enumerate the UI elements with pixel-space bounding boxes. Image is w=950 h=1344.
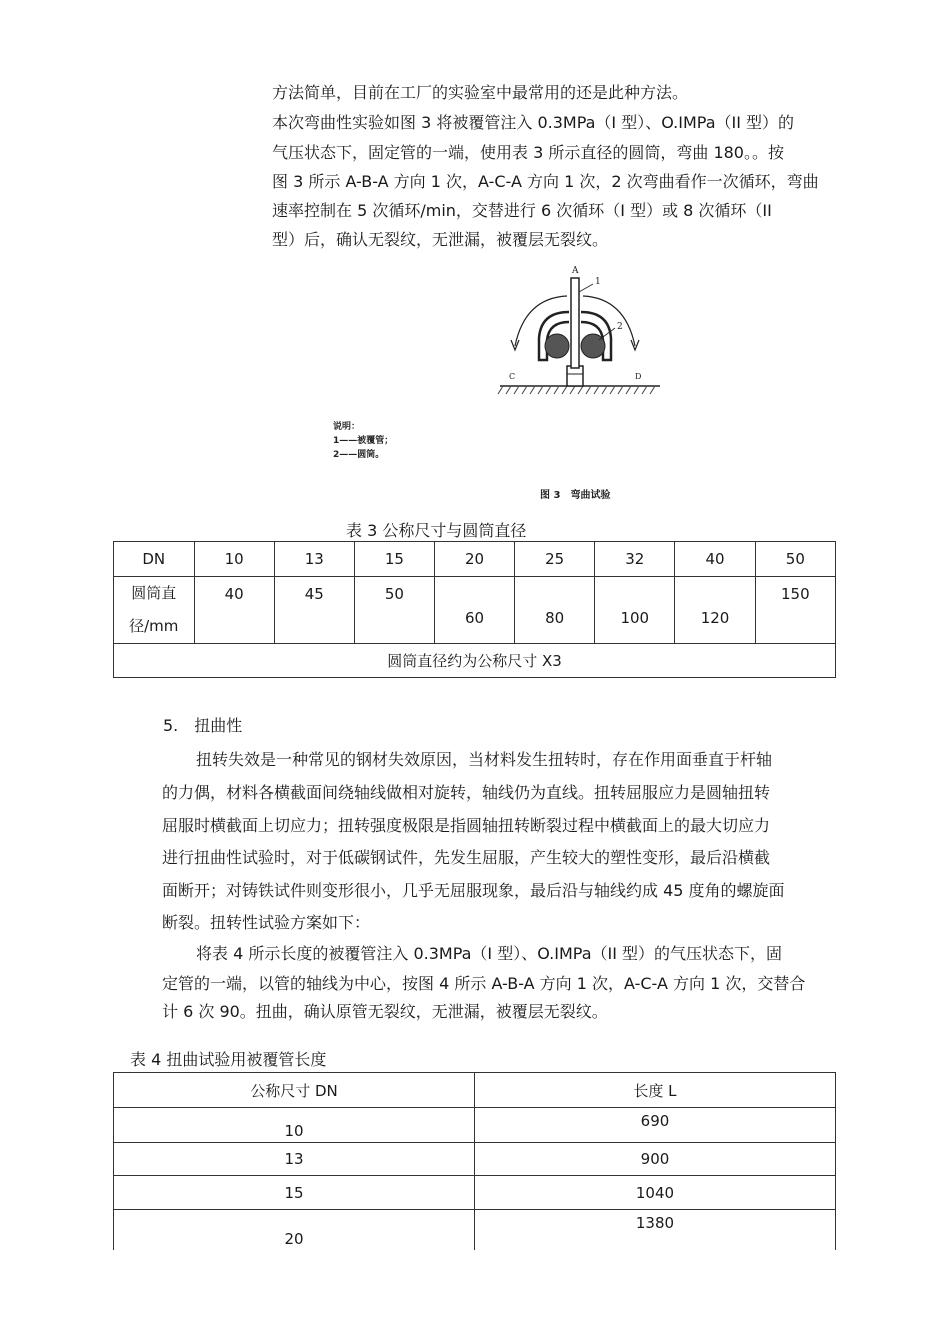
table-cell: 20 — [434, 542, 514, 577]
table-cell: 40 — [675, 542, 755, 577]
table-row — [114, 577, 836, 644]
text-line: 速率控制在 5 次循环/min，交替进行 6 次循环（I 型）或 8 次循环（II — [272, 201, 772, 220]
ground-hatch — [498, 386, 655, 394]
table-cell: 60 — [434, 577, 514, 644]
table-cell: 长度 L — [474, 1073, 835, 1108]
table4 — [113, 1072, 836, 1250]
table-cell: 100 — [595, 577, 675, 644]
text-line: 断裂。扭转性试验方案如下： — [162, 913, 371, 932]
text-line: 气压状态下，固定管的一端，使用表 3 所示直径的圆筒，弯曲 180。。按 — [272, 143, 784, 162]
label-d: D — [635, 372, 642, 381]
table-cell: 25 — [515, 542, 595, 577]
row-label: 圆筒直 — [131, 584, 177, 602]
text-line: 扭转失效是一种常见的钢材失效原因，当材料发生扭转时，存在作用面垂直于杆轴 — [196, 750, 773, 769]
text-line: 型）后，确认无裂纹，无泄漏，被覆层无裂纹。 — [272, 230, 609, 249]
table-row — [114, 542, 836, 577]
text-line: 面断开；对铸铁试件则变形很小，几乎无屈服现象，最后沿与轴线约成 45 度角的螺旋面 — [162, 881, 785, 900]
table-row — [114, 644, 836, 678]
note-title: 说明： — [333, 422, 361, 432]
table-cell — [114, 577, 195, 644]
text-line: 进行扭曲性试验时，对于低碳钢试件，先发生屈服，产生较大的塑性变形，最后沿横截 — [162, 848, 771, 867]
table-cell: 150 — [755, 577, 835, 644]
table-cell: 20 — [114, 1210, 475, 1250]
table-cell: 690 — [474, 1108, 835, 1143]
table-row — [114, 1108, 836, 1143]
table-cell: 15 — [114, 1176, 475, 1210]
note-item: 2——圆筒。 — [333, 450, 385, 460]
figure-caption: 图 3 弯曲试验 — [540, 490, 611, 501]
figure-note — [333, 420, 393, 462]
table-cell: 40 — [194, 577, 274, 644]
text-line: 定管的一端，以管的轴线为中心，按图 4 所示 A-B-A 方向 1 次，A-C-A 方向 1 次，交替合 — [162, 974, 806, 993]
table-row — [114, 1073, 836, 1108]
table-cell: 120 — [675, 577, 755, 644]
table-row — [114, 1176, 836, 1210]
table-cell: 32 — [595, 542, 675, 577]
table-cell: 10 — [194, 542, 274, 577]
text-line: 方法简单，目前在工厂的实验室中最常用的还是此种方法。 — [272, 83, 689, 102]
note-item: 1——被覆管； — [333, 436, 394, 446]
table-cell: DN — [114, 542, 195, 577]
left-cylinder — [545, 334, 569, 358]
label-2: 2 — [617, 322, 623, 332]
text-line: 的力偶，材料各横截面间绕轴线做相对旋转，轴线仍为直线。扭转屈服应力是圆轴扭转 — [162, 783, 771, 802]
label-c: C — [509, 372, 516, 381]
text-line: 图 3 所示 A-B-A 方向 1 次，A-C-A 方向 1 次，2 次弯曲看作一次循环，弯曲 — [272, 172, 819, 191]
text-line: 本次弯曲性实验如图 3 将被覆管注入 0.3MPa（I 型）、O.IMPa（II 型）的 — [272, 113, 795, 132]
bending-test-figure — [495, 262, 665, 402]
text-line: 计 6 次 90。扭曲，确认原管无裂纹，无泄漏，被覆层无裂纹。 — [162, 1002, 608, 1021]
table-cell: 10 — [114, 1108, 475, 1143]
label-a: A — [572, 266, 579, 276]
section5-heading: 5. 扭曲性 — [163, 716, 243, 735]
table4-title: 表 4 扭曲试验用被覆管长度 — [130, 1050, 327, 1069]
table3-title: 表 3 公称尺寸与圆筒直径 — [346, 521, 527, 540]
row-label: 径/mm — [129, 617, 179, 635]
table-cell: 1380 — [474, 1210, 835, 1250]
table-cell: 80 — [515, 577, 595, 644]
table-cell: 15 — [354, 542, 434, 577]
table-cell: 13 — [274, 542, 354, 577]
table-cell: 13 — [114, 1143, 475, 1176]
table-cell: 50 — [755, 542, 835, 577]
table-cell: 50 — [354, 577, 434, 644]
table-cell: 1040 — [474, 1176, 835, 1210]
table-cell: 45 — [274, 577, 354, 644]
clamp — [567, 366, 583, 386]
table3 — [113, 541, 836, 678]
table-row — [114, 1210, 836, 1250]
table-cell: 公称尺寸 DN — [114, 1073, 475, 1108]
table-cell: 900 — [474, 1143, 835, 1176]
pipe — [571, 278, 579, 368]
table-row — [114, 1143, 836, 1176]
text-line: 屈服时横截面上切应力；扭转强度极限是指圆轴扭转断裂过程中横截面上的最大切应力 — [162, 816, 771, 835]
text-line: 将表 4 所示长度的被覆管注入 0.3MPa（I 型）、O.IMPa（II 型）的气压状态下，固 — [196, 944, 783, 963]
label-1: 1 — [595, 277, 601, 287]
right-cylinder — [581, 334, 605, 358]
table-cell: 圆筒直径约为公称尺寸 X3 — [114, 644, 836, 678]
